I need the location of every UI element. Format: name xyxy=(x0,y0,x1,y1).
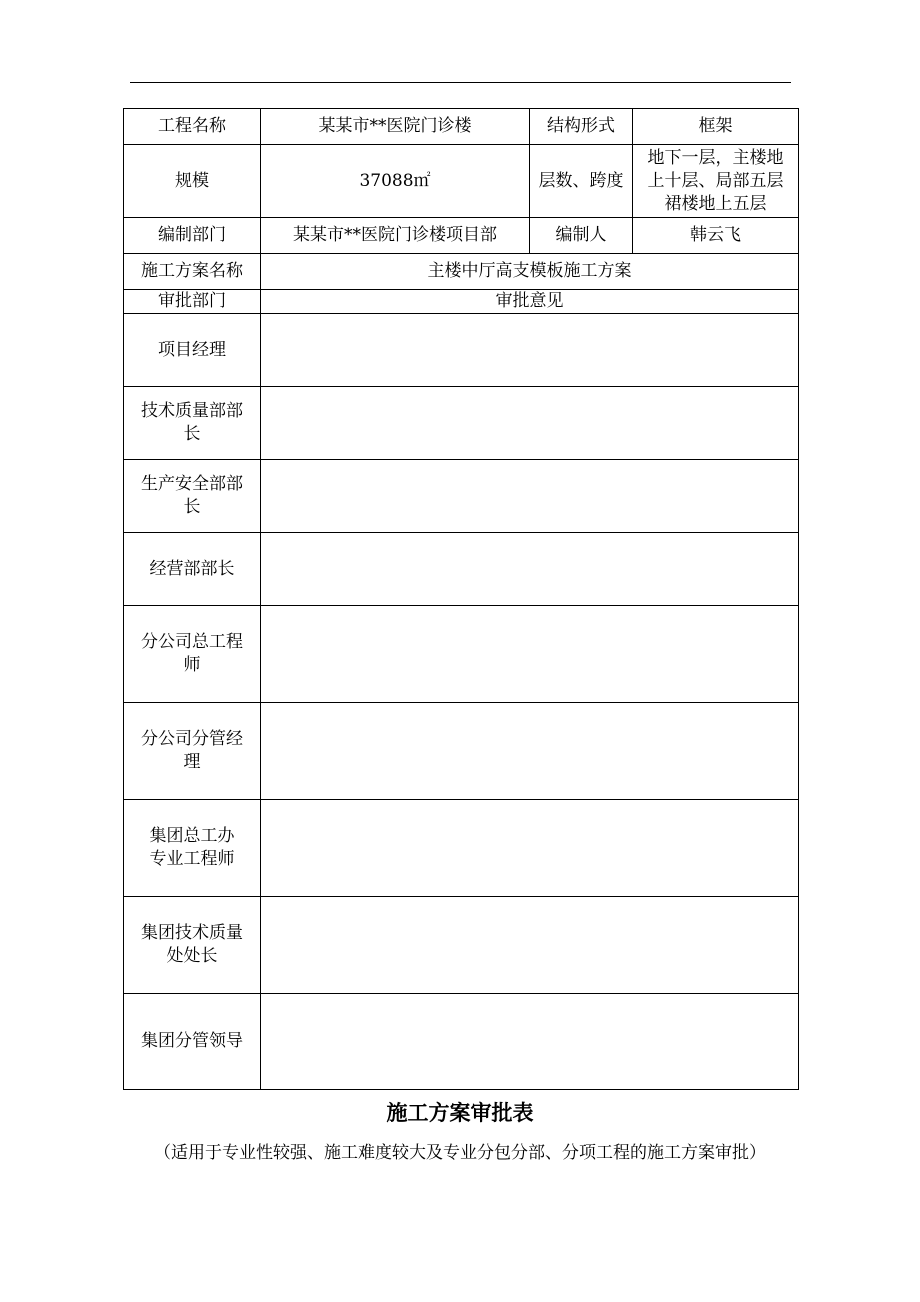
floors-line-2: 上十层、局部五层 xyxy=(647,170,784,191)
approver-label xyxy=(124,533,261,606)
approver-label-line: 集团总工办 xyxy=(149,826,235,846)
scale-label: 规模 xyxy=(124,145,261,218)
approval-opinion-label: 审批意见 xyxy=(261,290,799,314)
approver-label-line: 集团技术质量 xyxy=(141,923,243,943)
row-plan-name xyxy=(124,254,799,290)
structure-value: 框架 xyxy=(633,109,799,145)
approval-dept-label: 审批部门 xyxy=(124,290,261,314)
approver-label-line: 长 xyxy=(183,497,201,517)
floors-line-3: 裙楼地上五层 xyxy=(664,193,767,214)
dept-value: 某某市**医院门诊楼项目部 xyxy=(261,218,530,254)
approver-row xyxy=(124,897,799,994)
approver-label-line: 专业工程师 xyxy=(149,849,235,869)
approval-opinion-field[interactable] xyxy=(261,387,799,460)
plan-name-label: 施工方案名称 xyxy=(124,254,261,290)
approver-label-line: 师 xyxy=(183,655,201,675)
structure-label: 结构形式 xyxy=(530,109,633,145)
floors-line-1: 地下一层，主楼地 xyxy=(647,147,784,168)
approver-label-line: 集团分管领导 xyxy=(141,1031,243,1051)
approver-label-line: 经营部部长 xyxy=(149,558,235,579)
approver-row xyxy=(124,533,799,606)
approver-label-line: 分公司总工程 xyxy=(141,632,243,652)
author-label: 编制人 xyxy=(530,218,633,254)
floors-label: 层数、跨度 xyxy=(530,145,633,218)
approver-label xyxy=(124,387,261,460)
approval-opinion-field[interactable] xyxy=(261,533,799,606)
approver-label xyxy=(124,800,261,897)
row-approval-header xyxy=(124,290,799,314)
approval-opinion-field[interactable] xyxy=(261,606,799,703)
document-subtitle: （适用于专业性较强、施工难度较大及专业分包分部、分项工程的施工方案审批） xyxy=(154,1143,766,1163)
approval-opinion-field[interactable] xyxy=(261,703,799,800)
approver-label-line: 技术质量部部 xyxy=(141,401,243,421)
floors-value xyxy=(633,145,799,218)
row-dept xyxy=(124,218,799,254)
approval-opinion-field[interactable] xyxy=(261,994,799,1090)
approver-label xyxy=(124,606,261,703)
approver-label-line: 长 xyxy=(183,424,201,444)
approver-row xyxy=(124,703,799,800)
approver-label xyxy=(124,460,261,533)
author-value: 韩云飞 xyxy=(633,218,799,254)
approver-label-line: 分公司分管经 xyxy=(141,729,243,749)
approver-row xyxy=(124,314,799,387)
approver-row xyxy=(124,460,799,533)
approver-label xyxy=(124,314,261,387)
approver-row xyxy=(124,994,799,1090)
approval-opinion-field[interactable] xyxy=(261,800,799,897)
approval-opinion-field[interactable] xyxy=(261,460,799,533)
approver-label-line: 理 xyxy=(183,752,201,772)
dept-label: 编制部门 xyxy=(124,218,261,254)
approver-label xyxy=(124,703,261,800)
approver-label-line: 项目经理 xyxy=(158,339,226,360)
header-rule xyxy=(130,82,791,83)
approval-form-table xyxy=(123,108,799,1090)
row-project-name xyxy=(124,109,799,145)
approval-opinion-field[interactable] xyxy=(261,314,799,387)
project-name-label: 工程名称 xyxy=(124,109,261,145)
project-name-value: 某某市**医院门诊楼 xyxy=(261,109,530,145)
scale-value: 37088㎡ xyxy=(261,145,530,218)
approver-label-line: 处处长 xyxy=(166,946,218,966)
approver-label xyxy=(124,994,261,1090)
approval-opinion-field[interactable] xyxy=(261,897,799,994)
approver-label-line: 生产安全部部 xyxy=(141,474,243,494)
document-title: 施工方案审批表 xyxy=(386,1100,534,1125)
approver-row xyxy=(124,387,799,460)
plan-name-value: 主楼中厅高支模板施工方案 xyxy=(261,254,799,290)
row-scale xyxy=(124,145,799,218)
approver-row xyxy=(124,800,799,897)
approver-row xyxy=(124,606,799,703)
approver-label xyxy=(124,897,261,994)
